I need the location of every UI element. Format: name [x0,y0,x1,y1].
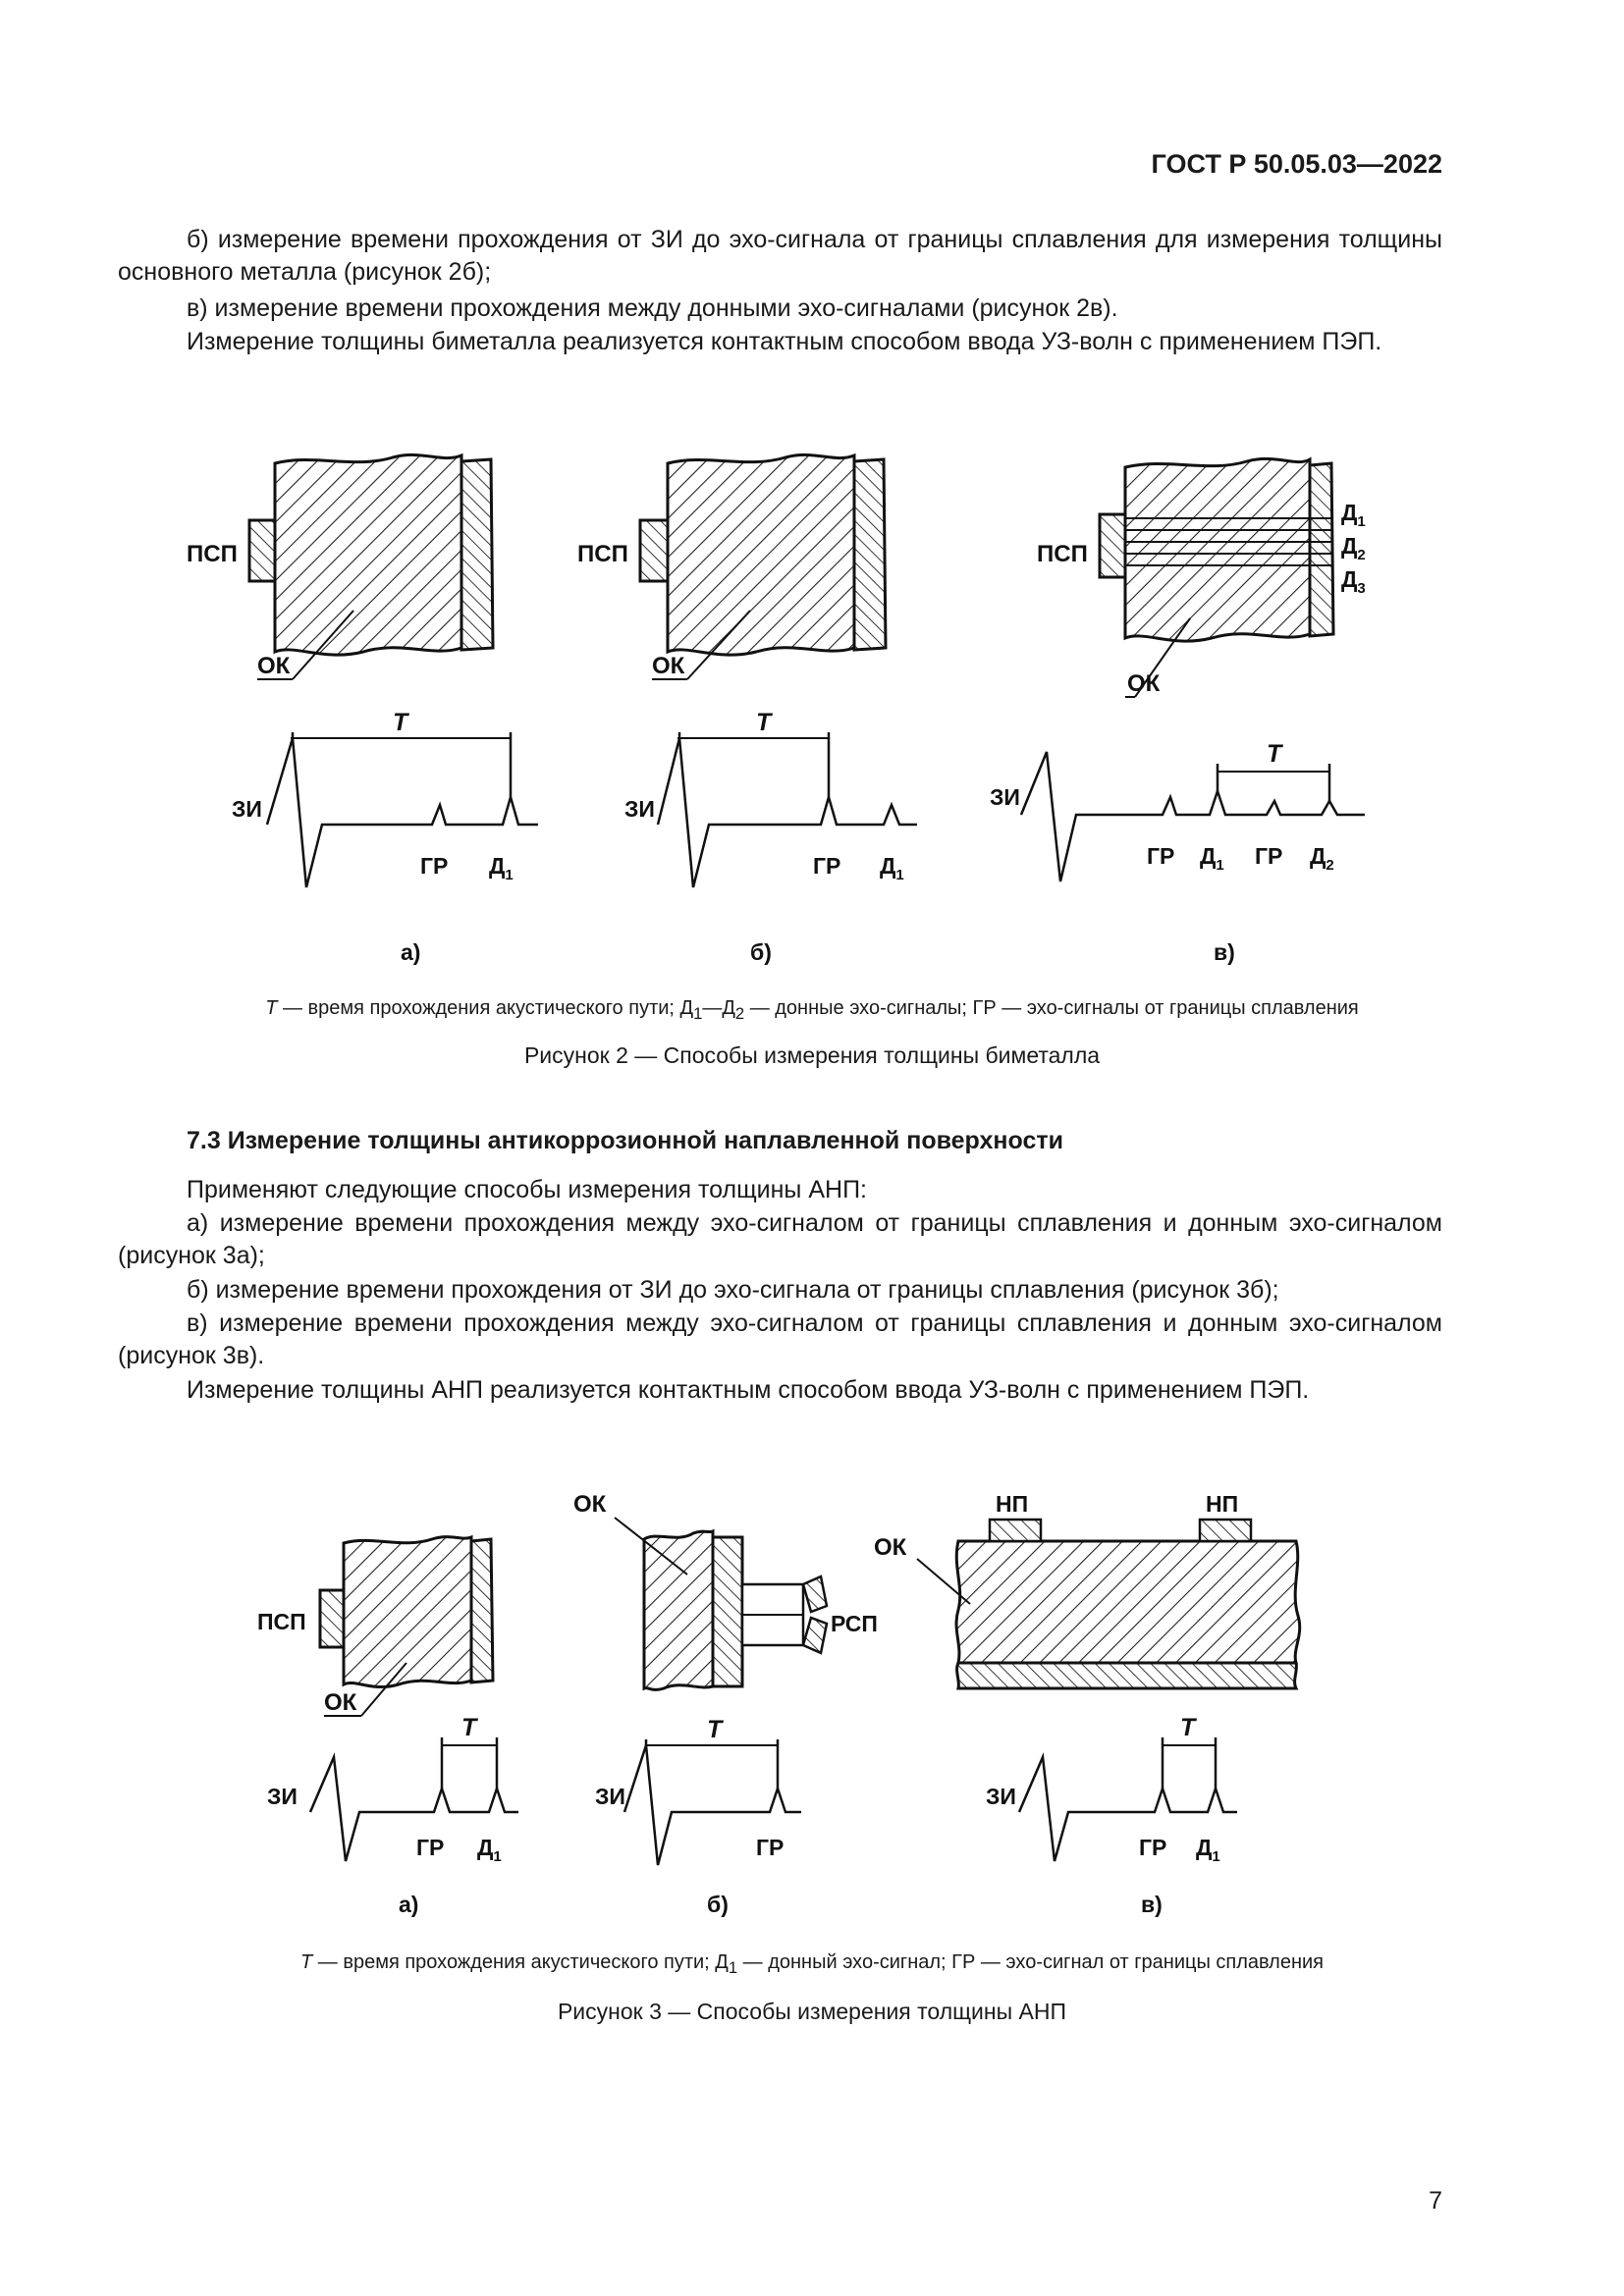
fig2a-d-text: Д [489,853,506,879]
fig2v-d2-top-label [1341,533,1366,563]
fig2a-gr-label: ГР [420,853,449,879]
fig3v-panel-label: в) [1141,1892,1163,1917]
fig3a-gr-label: ГР [416,1835,445,1860]
fig3a-d-sub: 1 [493,1848,502,1865]
fig3-legend-sub1: 1 [728,1958,738,1977]
fig2b-panel-label: б) [750,939,772,965]
fig3v-np1-label: НП [996,1491,1029,1517]
page-number: 7 [1429,2187,1442,2215]
fig2v-gr2-label: ГР [1255,843,1283,869]
fig2v-d1-sub: 1 [1216,857,1224,874]
fig3v-zi-label: ЗИ [986,1784,1016,1809]
fig3v-np2-label: НП [1206,1491,1239,1517]
fig3b-gr-label: ГР [756,1835,785,1860]
fig2a-psp-label: ПСП [187,541,238,567]
fig2v-ok-label: ОК [1127,670,1161,697]
fig3a-ok-label: ОК [324,1689,357,1716]
fig3b-zi-label: ЗИ [595,1784,625,1809]
fig2v-d2-sub: 2 [1326,857,1334,874]
fig2v-gr1-label: ГР [1147,843,1175,869]
fig2a-d-sub: 1 [505,867,514,883]
fig3v-gr-label: ГР [1139,1835,1167,1860]
fig3v-d-text: Д [1196,1835,1213,1860]
fig3b-rsp-label: РСП [831,1611,878,1636]
fig2v-d1-top-text: Д [1341,500,1358,525]
fig3a-panel-label: а) [399,1892,419,1917]
fig3v-t-label: T [1180,1714,1196,1741]
fig2b-d1-label [880,853,904,883]
figure-3-legend [0,1951,1624,1978]
fig3a-zi-label: ЗИ [267,1784,298,1809]
figure-2-caption: Рисунок 2 — Способы измерения толщины биметалла [523,1042,1101,1068]
fig2v-zi-label: ЗИ [990,784,1020,810]
fig2-legend-sub2: 2 [734,1004,745,1023]
fig3v-d1-label [1196,1835,1220,1865]
fig2v-t-label: T [1267,740,1282,768]
paragraph-bimetal-method: Измерение толщины биметалла реализуется контактным способом ввода УЗ-волн с применением ПЭП. [187,328,1382,355]
document-header: ГОСТ Р 50.05.03—2022 [1151,149,1442,179]
figure-2-legend [0,997,1624,1024]
fig2-legend-dash: —Д [702,997,735,1019]
fig2v-d1-top-label [1341,500,1366,530]
fig3-legend-t: T [299,1951,313,1973]
fig2-legend-sub1: 1 [693,1004,703,1023]
fig3a-d1-label [477,1835,502,1865]
fig2v-d2-top-text: Д [1341,533,1358,559]
fig2b-d-text: Д [880,853,896,879]
fig2b-ok-label: ОК [652,653,685,679]
fig2a-zi-label: ЗИ [232,796,262,822]
fig2b-t-label: T [756,709,772,736]
fig2v-d2-label [1310,843,1334,874]
fig2b-signal [658,732,917,887]
fig2v-d2-text: Д [1310,843,1326,869]
fig2v-psp-label: ПСП [1037,541,1088,567]
fig2b-psp-label: ПСП [577,541,628,567]
fig2b-gr-label: ГР [813,853,841,879]
fig2a-panel-label: а) [401,939,421,965]
figure-2 [0,432,1624,982]
section-7-3-item-v: в) измерение времени прохождения между эхо-сигналом от границы сплавления и донным эхо-сигналом (рисунок 3в). [118,1309,1442,1369]
fig2v-specimen [1100,458,1333,697]
fig2v-d1-text: Д [1200,843,1217,869]
fig2-legend-part1: — время прохождения акустического пути; Д [277,997,694,1019]
section-7-3-item-a: а) измерение времени прохождения между эхо-сигналом от границы сплавления и донным эхо-сигналом (рисунок 3а); [118,1209,1442,1269]
fig2b-zi-label: ЗИ [624,796,655,822]
fig2v-d3-top-sub: 3 [1357,580,1366,597]
fig2-legend-t: T [265,997,278,1019]
paragraph-b: б) измерение времени прохождения от ЗИ до эхо-сигнала от границы сплавления для измерения толщины основного металла (рисунок 2б); [118,226,1442,286]
fig2a-specimen [249,454,493,679]
fig2a-d1-label [489,853,514,883]
section-7-3-intro: Применяют следующие способы измерения толщины АНП: [187,1176,867,1203]
fig3-legend-part1: — время прохождения акустического пути; Д [312,1951,729,1973]
figure-3-caption: Рисунок 3 — Способы измерения толщины АНП [557,1999,1067,2024]
fig2b-specimen [640,454,886,679]
fig2v-d1-label [1200,843,1224,874]
fig2v-d3-top-label [1341,566,1366,597]
fig3-legend-part2: — донный эхо-сигнал; ГР — эхо-сигнал от границы сплавления [737,1951,1325,1973]
fig2v-d3-top-text: Д [1341,566,1358,592]
fig3b-specimen [615,1518,827,1689]
fig2v-panel-label: в) [1214,939,1235,965]
fig2b-d-sub: 1 [895,867,904,883]
fig2v-d1-top-sub: 1 [1357,513,1366,530]
fig3v-ok-label: ОК [874,1534,907,1561]
fig3v-specimen [917,1520,1300,1688]
fig3b-t-label: T [707,1716,723,1743]
fig3b-panel-label: б) [707,1892,729,1917]
fig2a-t-label: T [393,709,408,736]
fig2-legend-part2: — донные эхо-сигналы; ГР — эхо-сигналы от границы сплавления [744,997,1359,1019]
section-7-3-item-b: б) измерение времени прохождения от ЗИ до эхо-сигнала от границы сплавления (рисунок 3б); [187,1276,1279,1304]
section-7-3-title: 7.3 Измерение толщины антикоррозионной наплавленной поверхности [187,1127,1063,1154]
fig3a-t-label: T [461,1714,477,1741]
fig3v-d-sub: 1 [1212,1848,1220,1865]
figure-3 [0,1472,1624,1944]
fig3a-d-text: Д [477,1835,494,1860]
paragraph-v: в) измерение времени прохождения между донными эхо-сигналами (рисунок 2в). [187,294,1118,322]
fig2a-ok-label: ОК [257,653,291,679]
fig2v-d2-top-sub: 2 [1357,547,1366,563]
fig3b-ok-label: ОК [573,1491,607,1518]
section-7-3-method: Измерение толщины АНП реализуется контактным способом ввода УЗ-волн с применением ПЭП. [187,1376,1310,1404]
fig3a-psp-label: ПСП [257,1609,306,1634]
